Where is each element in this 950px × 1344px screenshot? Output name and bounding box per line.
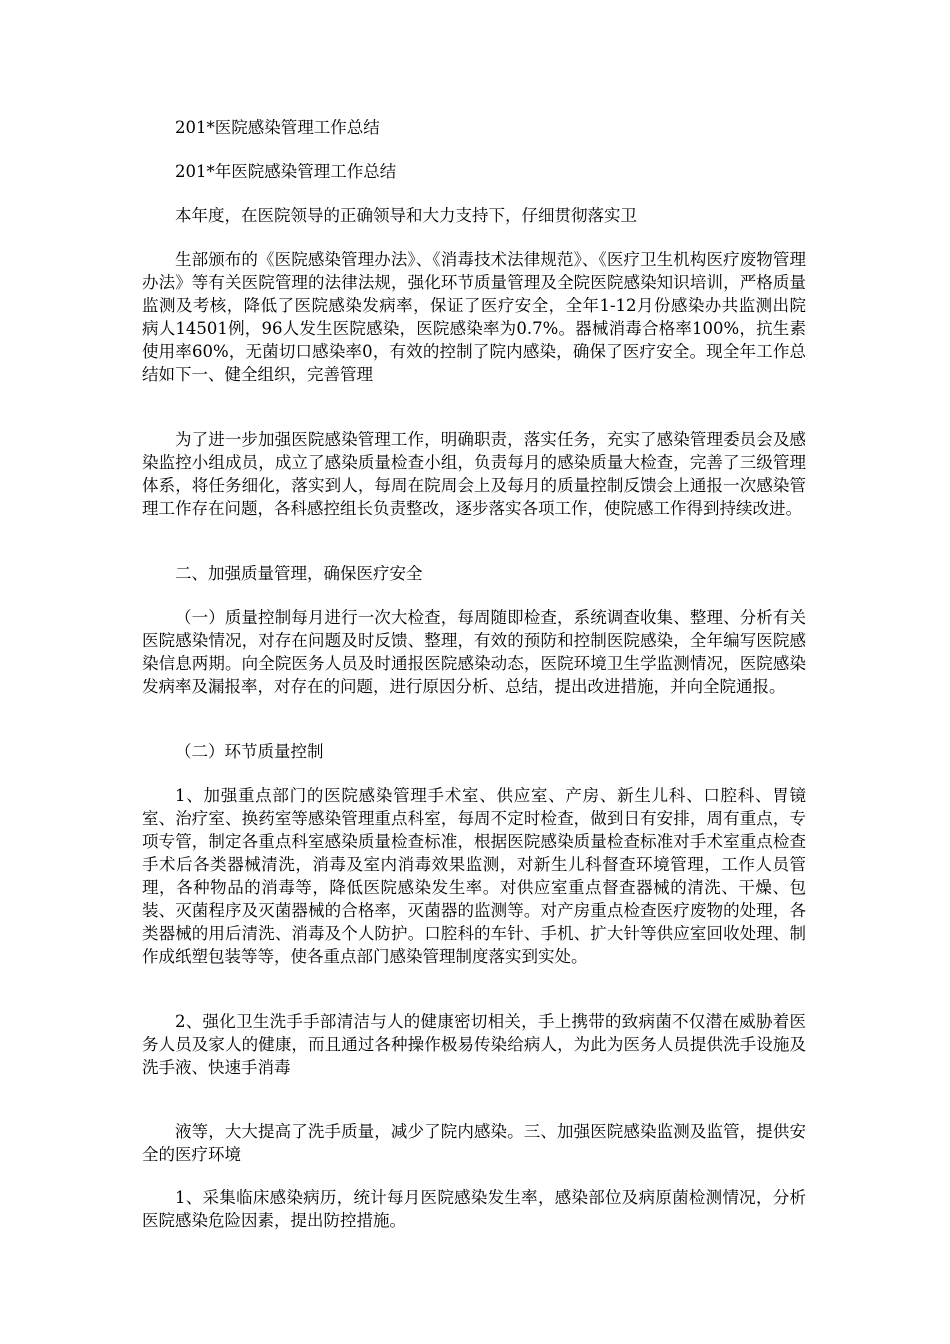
paragraph-organization: 为了进一步加强医院感染管理工作，明确职责，落实任务，充实了感染管理委员会及感染监控小组成员，成立了感染质量检查小组，负责每月的感染质量大检查，完善了三级管理体系，将任务细化，落实到人，每周在院周会上及每月的质量控制反馈会上通报一次感染管理工作存在问题，各科感控组长负责整改，逐步落实各项工作，使院感工作得到持续改进。 bbox=[142, 430, 806, 518]
paragraph-key-departments: 1、加强重点部门的医院感染管理手术室、供应室、产房、新生儿科、口腔科、胃镜室、治疗室、换药室等感染管理重点科室，每周不定时检查，做到日有安排，周有重点，专项专管，制定各重点科室感染质量检查标准，根据医院感染质量检查标准对手术室重点检查手术后各类器械清洗，消毒及室内消毒效果监测，对新生儿科督查环境管理，工作人员管理，各种物品的消毒等，降低医院感染发生率。对供应室重点督查器械的清洗、干燥、包装、灭菌程序及灭菌器械的合格率，灭菌器的监测等。对产房重点检查医疗废物的处理，各类器械的用后清洗、消毒及个人防护。口腔科的车针、手机、扩大针等供应室回收处理、制作成纸塑包装等等，使各重点部门感染管理制度落实到实处。 bbox=[142, 786, 806, 966]
section-heading-quality: 二、加强质量管理，确保医疗安全 bbox=[175, 564, 423, 583]
paragraph-hand-hygiene: 2、强化卫生洗手手部清洁与人的健康密切相关，手上携带的致病菌不仅潜在威胁着医务人员及家人的健康，而且通过各种操作极易传染给病人，为此为医务人员提供洗手设施及洗手液、快速手消毒 bbox=[142, 1012, 806, 1077]
document-subtitle: 201*年医院感染管理工作总结 bbox=[175, 162, 397, 181]
paragraph-hand-hygiene-cont: 液等，大大提高了洗手质量，减少了院内感染。三、加强医院感染监测及监管，提供安全的医疗环境 bbox=[142, 1122, 806, 1164]
paragraph-intro: 本年度，在医院领导的正确领导和大力支持下，仔细贯彻落实卫 bbox=[175, 206, 637, 225]
document-title: 201*医院感染管理工作总结 bbox=[175, 118, 380, 137]
paragraph-monitoring: 1、采集临床感染病历，统计每月医院感染发生率，感染部位及病原菌检测情况，分析医院感染危险因素，提出防控措施。 bbox=[142, 1188, 806, 1230]
paragraph-quality-control: （一）质量控制每月进行一次大检查，每周随即检查，系统调查收集、整理、分析有关医院感染情况，对存在问题及时反馈、整理，有效的预防和控制医院感染，全年编写医院感染信息两期。向全院医务人员及时通报医院感染动态，医院环境卫生学监测情况，医院感染发病率及漏报率，对存在的问题，进行原因分析、总结，提出改进措施，并向全院通报。 bbox=[142, 608, 806, 696]
subsection-heading-process: （二）环节质量控制 bbox=[175, 742, 324, 761]
paragraph-regulations: 生部颁布的《医院感染管理办法》、《消毒技术法律规范》、《医疗卫生机构医疗废物管理办法》等有关医院管理的法律法规，强化环节质量管理及全院医院感染知识培训，严格质量监测及考核，降低了医院感染发病率，保证了医疗安全，全年1-12月份感染办共监测出院病人14501例，96人发生医院感染，医院感染率为0.7%。器械消毒合格率100%，抗生素使用率60%，无菌切口感染率0，有效的控制了院内感染，确保了医疗安全。现全年工作总结如下一、健全组织，完善管理 bbox=[142, 250, 806, 384]
